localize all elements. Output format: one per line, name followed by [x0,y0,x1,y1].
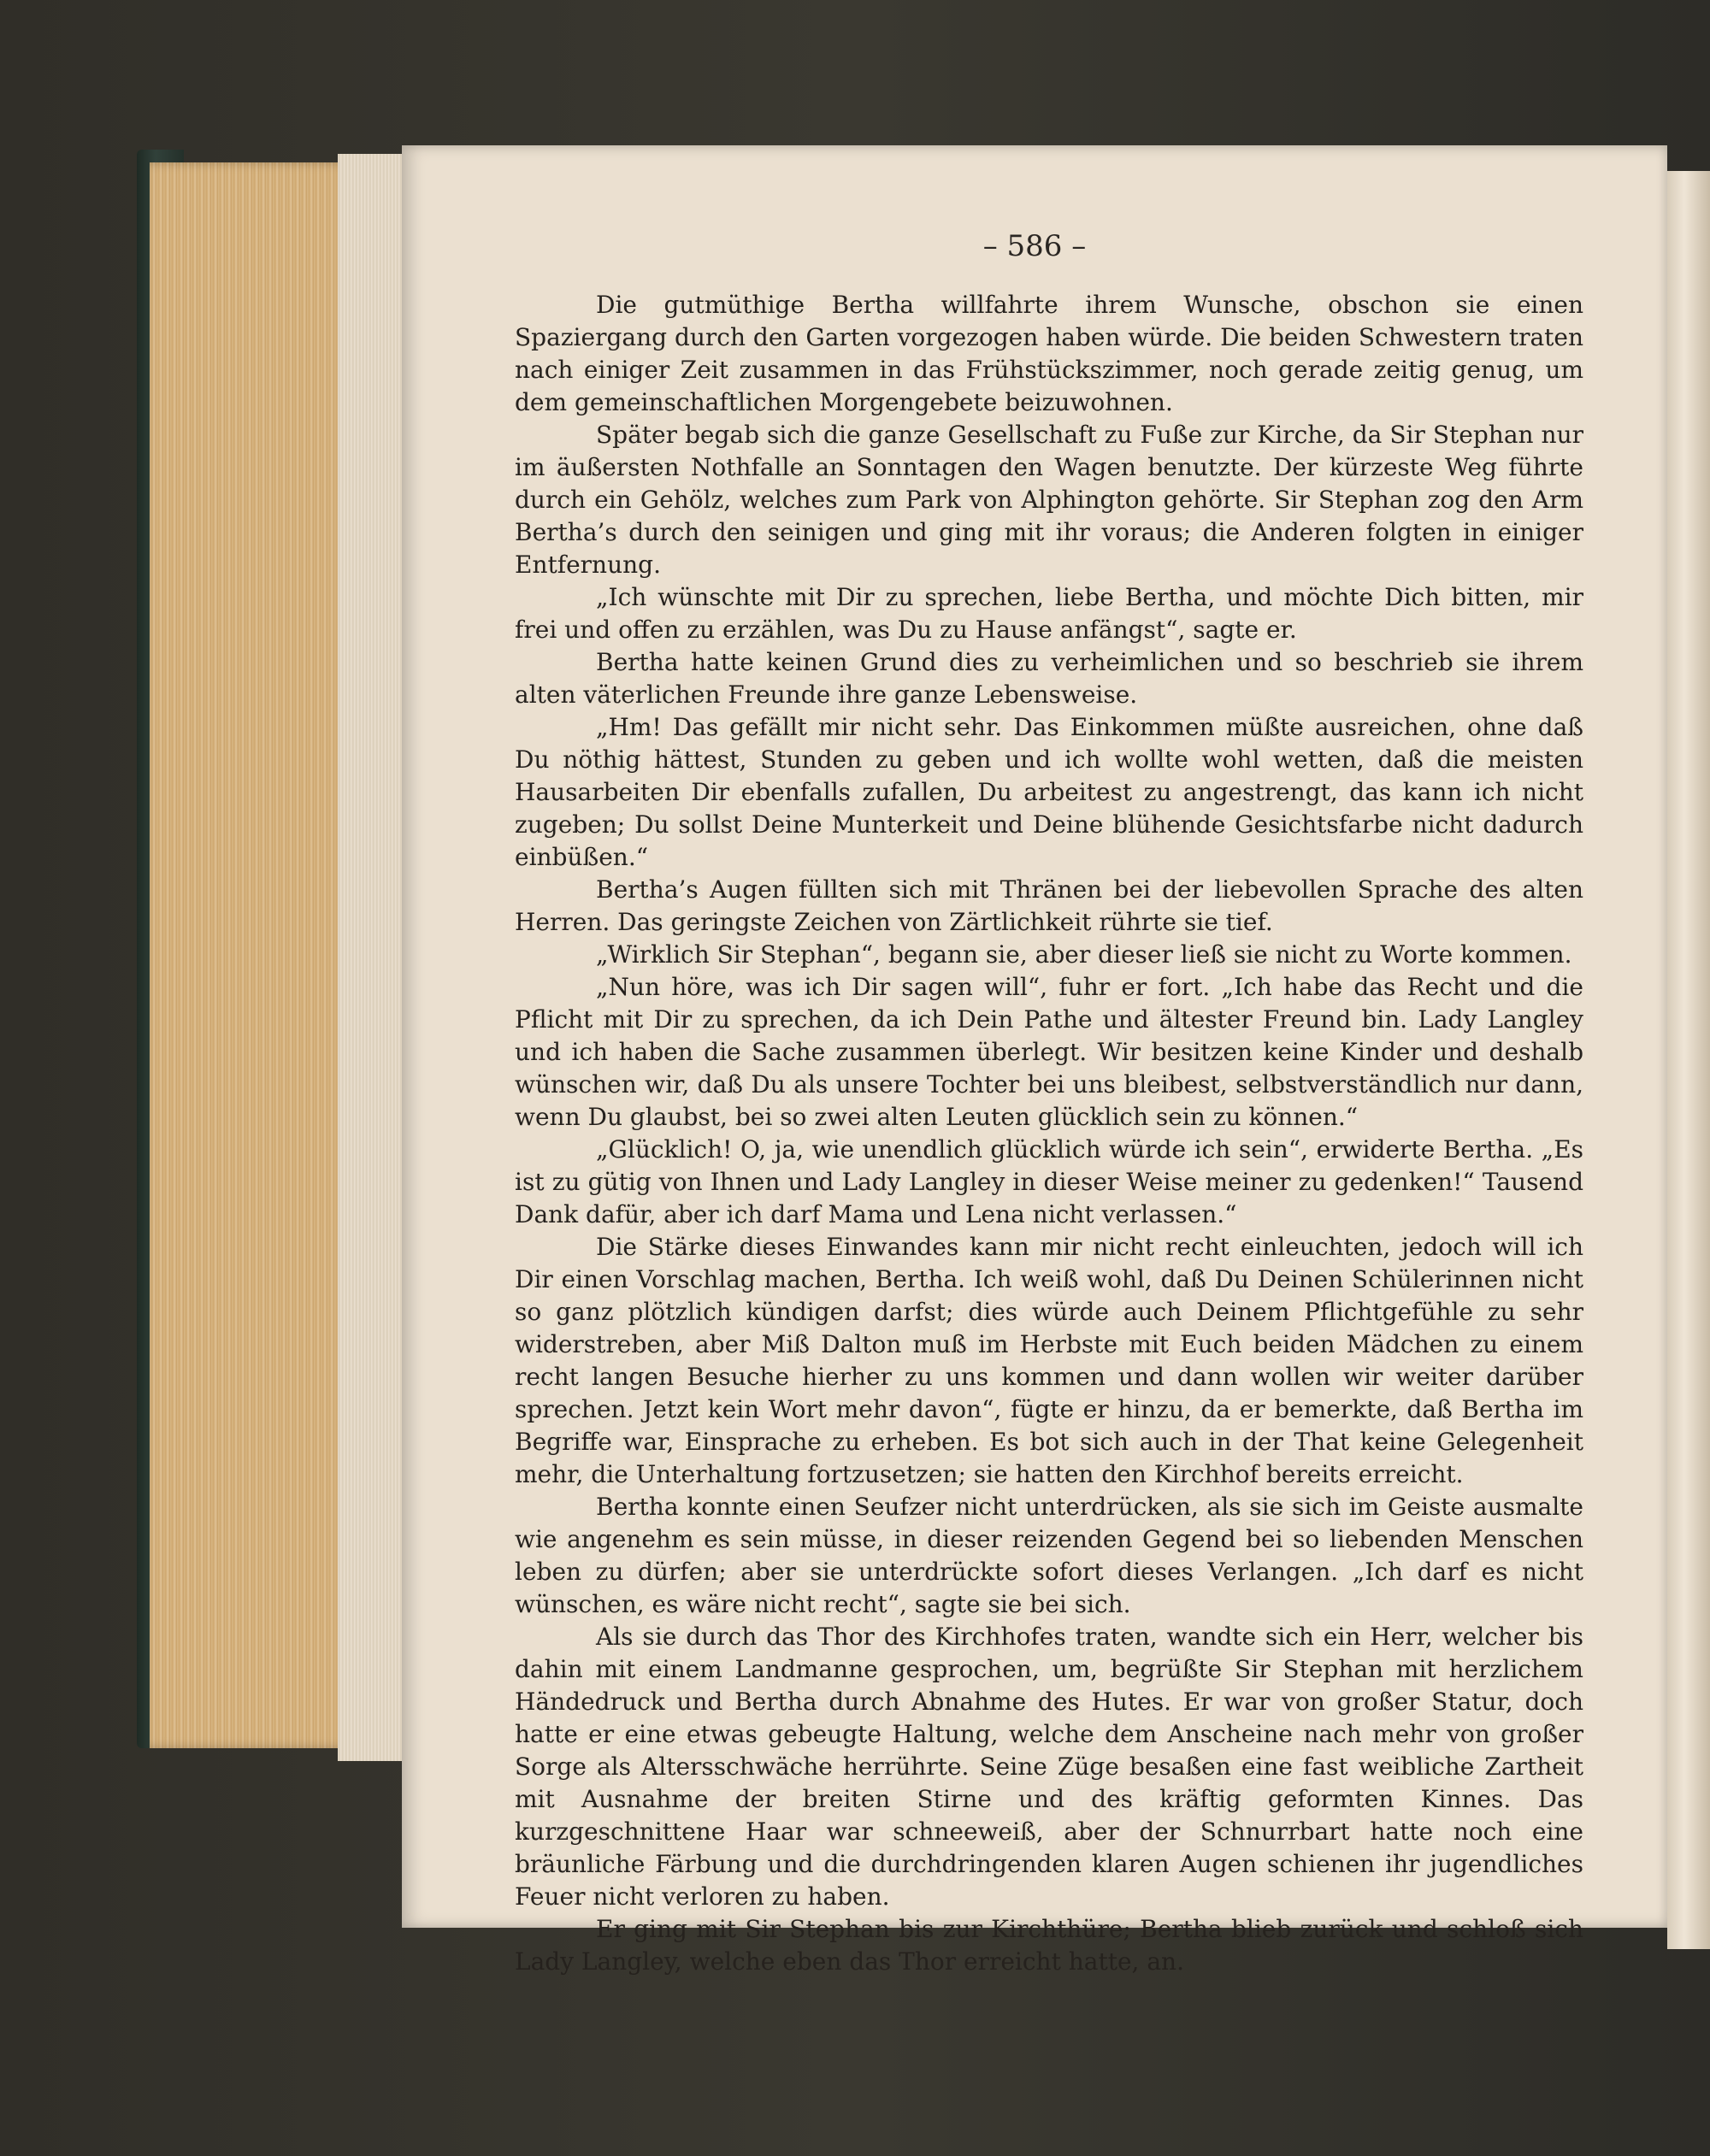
paragraph: Die gutmüthige Bertha willfahrte ihrem Wunsche, obschon sie einen Spaziergang durch den Garten vorgezogen haben würde. Die beiden Schwestern traten nach einiger Zeit zusammen in das Frühstückszimmer, noch gerade zeitig genug, um dem gemeinschaftlichen Morgengebete beizuwohnen. [515,291,1583,416]
paragraph: Später begab sich die ganze Gesellschaft zu Fuße zur Kirche, da Sir Stephan nur im äußersten Nothfalle an Sonntagen den Wagen benutzte. Der kürzeste Weg führte durch ein Gehölz, welches zum Park von Alphington gehörte. Sir Stephan zog den Arm Bertha’s durch den seinigen und ging mit ihr voraus; die Anderen folgten in einiger Entfernung. [515,421,1583,579]
paragraph: Er ging mit Sir Stephan bis zur Kirchthüre; Bertha blieb zurück und schloß sich Lady Langley, welche eben das Thor erreicht hatte, an. [515,1915,1583,1976]
paragraph: Bertha hatte keinen Grund dies zu verheimlichen und so beschrieb sie ihrem alten väterlichen Freunde ihre ganze Lebensweise. [515,648,1583,709]
paragraph: „Nun höre, was ich Dir sagen will“, fuhr er fort. „Ich habe das Recht und die Pflicht mit Dir zu sprechen, da ich Dein Pathe und ältester Freund bin. Lady Langley und ich haben die Sache zusammen überlegt. Wir besitzen keine Kinder und deshalb wünschen wir, daß Du als unsere Tochter bei uns bleibest, selbstverständlich nur dann, wenn Du glaubst, bei so zwei alten Leuten glücklich sein zu können.“ [515,973,1583,1131]
paragraph: Bertha’s Augen füllten sich mit Thränen bei der liebevollen Sprache des alten Herren. Das geringste Zeichen von Zärtlichkeit rührte sie tief. [515,875,1583,936]
paragraph: „Glücklich! O, ja, wie unendlich glücklich würde ich sein“, erwiderte Bertha. „Es ist zu gütig von Ihnen und Lady Langley in dieser Weise meiner zu gedenken!“ Tausend Dank dafür, aber ich darf Mama und Lena nicht verlassen.“ [515,1135,1583,1228]
paragraph: „Ich wünschte mit Dir zu sprechen, liebe Bertha, und möchte Dich bitten, mir frei und offen zu erzählen, was Du zu Hause anfängst“, sagte er. [515,583,1583,644]
page-number: – 586 – [982,229,1087,263]
facing-page-edge [1667,171,1710,1949]
paragraph: „Wirklich Sir Stephan“, begann sie, aber dieser ließ sie nicht zu Worte kommen. [596,940,1572,969]
page-body-text [515,289,1583,1978]
paragraph: Bertha konnte einen Seufzer nicht unterdrücken, als sie sich im Geiste ausmalte wie angenehm es sein müsse, in dieser reizenden Gegend bei so liebenden Menschen leben zu dürfen; aber sie unterdrückte sofort dieses Verlangen. „Ich darf es nicht wünschen, es wäre nicht recht“, sagte sie bei sich. [515,1493,1583,1618]
paragraph: Die Stärke dieses Einwandes kann mir nicht recht einleuchten, jedoch will ich Dir einen Vorschlag machen, Bertha. Ich weiß wohl, daß Du Deinen Schülerinnen nicht so ganz plötzlich kündigen darfst; dies würde auch Deinem Pflichtgefühle zu sehr widerstreben, aber Miß Dalton muß im Herbste mit Euch beiden Mädchen zu einem recht langen Besuche hierher zu uns kommen und dann wollen wir weiter darüber sprechen. Jetzt kein Wort mehr davon“, fügte er hinzu, da er bemerkte, daß Bertha im Begriffe war, Einsprache zu erheben. Es bot sich auch in der That keine Gelegenheit mehr, die Unterhaltung fortzusetzen; sie hatten den Kirchhof bereits erreicht. [515,1233,1583,1488]
paragraph: Als sie durch das Thor des Kirchhofes traten, wandte sich ein Herr, welcher bis dahin mit einem Landmanne gesprochen, um, begrüßte Sir Stephan mit herzlichem Händedruck und Bertha durch Abnahme des Hutes. Er war von großer Statur, doch hatte er eine etwas gebeugte Haltung, welche dem Anscheine nach mehr von großer Sorge als Altersschwäche herrührte. Seine Züge besaßen eine fast weibliche Zartheit mit Ausnahme der breiten Stirne und des kräftig geformten Kinnes. Das kurzgeschnittene Haar war schneeweiß, aber der Schnurrbart hatte noch eine bräunliche Färbung und die durchdringenden klaren Augen schienen ihr jugendliches Feuer nicht verloren zu haben. [515,1623,1583,1911]
paragraph: „Hm! Das gefällt mir nicht sehr. Das Einkommen müßte ausreichen, ohne daß Du nöthig hättest, Stunden zu geben und ich wollte wohl wetten, daß die meisten Hausarbeiten Dir ebenfalls zufallen, Du arbeitest zu angestrengt, das kann ich nicht zugeben; Du sollst Deine Munterkeit und Deine blühende Gesichtsfarbe nicht dadurch einbüßen.“ [515,713,1583,871]
